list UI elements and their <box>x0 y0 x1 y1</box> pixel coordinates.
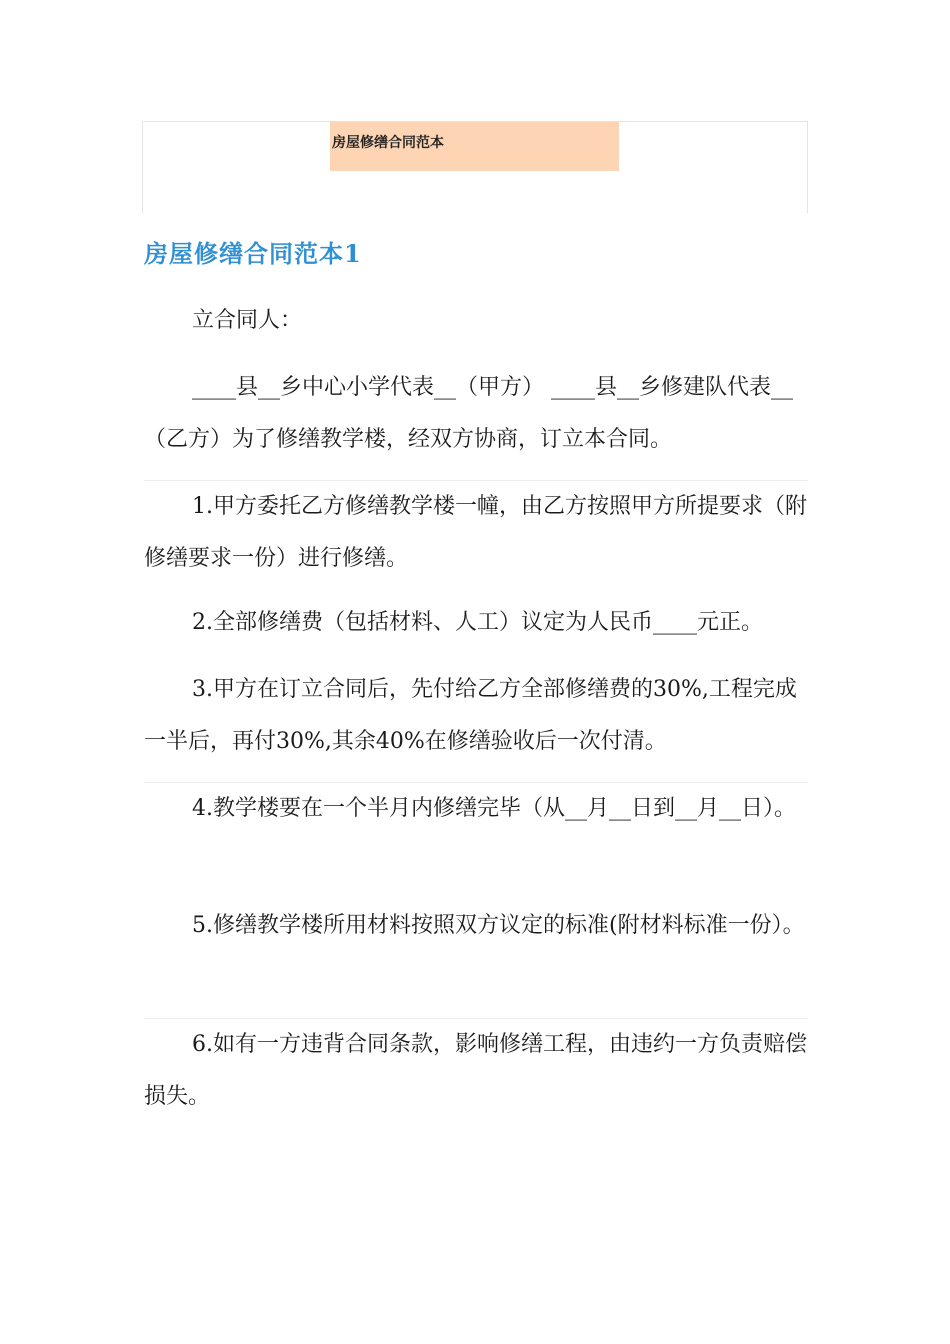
paragraph-clause-3: 3.甲方在订立合同后，先付给乙方全部修缮费的30%,工程完成一半后，再付30%,其余40%在修缮验收后一次付清。 <box>144 677 797 754</box>
paragraph-clause-5: 5.修缮教学楼所用材料按照双方议定的标准(附材料标准一份）。 <box>192 913 805 938</box>
paragraph-clause-4: 4.教学楼要在一个半月内修缮完毕（从__月__日到__月__日）。 <box>144 782 808 835</box>
paragraph-clause-2: 2.全部修缮费（包括材料、人工）议定为人民币____元正。 <box>192 610 763 635</box>
paragraph-clause-6: 6.如有一方违背合同条款，影响修缮工程，由违约一方负责赔偿损失。 <box>144 1018 808 1123</box>
paragraph-parties: 立合同人： <box>192 308 303 333</box>
document-header-label: 房屋修缮合同范本 <box>330 122 619 171</box>
paragraph-intro: ____县__乡中心小学代表__（甲方） ____县__乡修建队代表__（乙方）为了修缮教学楼，经双方协商，订立本合同。 <box>144 375 793 452</box>
paragraph-clause-1: 1.甲方委托乙方修缮教学楼一幢，由乙方按照甲方所提要求（附修缮要求一份）进行修缮。 <box>144 480 808 585</box>
document-heading: 房屋修缮合同范本1 <box>144 239 362 268</box>
